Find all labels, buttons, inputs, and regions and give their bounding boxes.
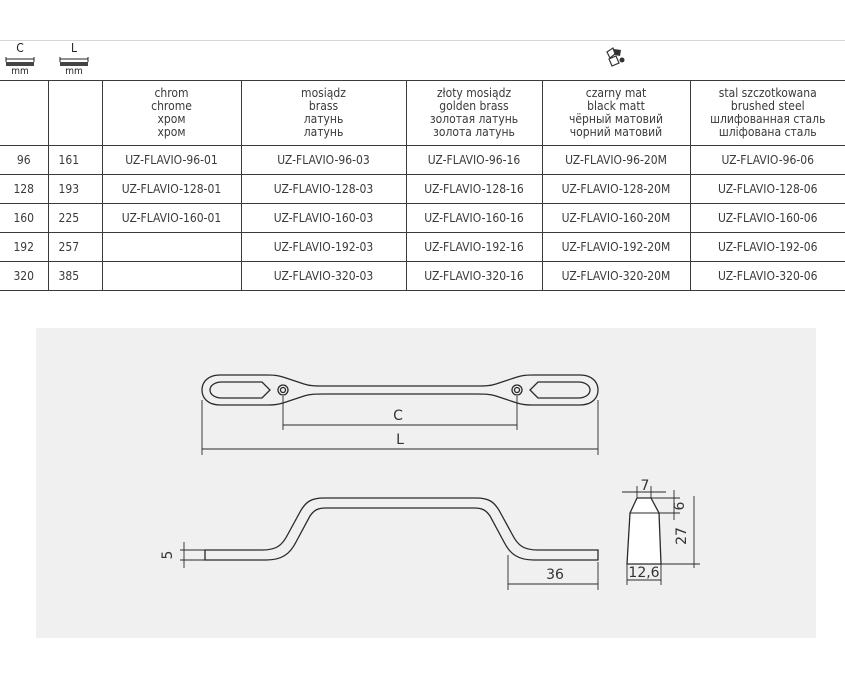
finish-name-line: шліфована сталь xyxy=(718,125,817,139)
l-dimension-label: L xyxy=(396,432,404,448)
depth-36-label: 36 xyxy=(546,567,564,583)
l-value-cell: 385 xyxy=(48,262,102,291)
c-dimension-label: C xyxy=(393,408,403,424)
section-height-27-label: 27 xyxy=(674,527,690,545)
handle-top-view xyxy=(202,375,598,405)
c-value-cell: 96 xyxy=(0,146,48,175)
product-code-cell: UZ-FLAVIO-96-03 xyxy=(241,146,406,175)
product-code-cell: UZ-FLAVIO-160-03 xyxy=(241,204,406,233)
product-code-cell: UZ-FLAVIO-160-20M xyxy=(542,204,690,233)
l-letter: L xyxy=(70,41,77,55)
product-code-cell: UZ-FLAVIO-128-03 xyxy=(241,175,406,204)
product-code-cell: UZ-FLAVIO-128-01 xyxy=(102,175,241,204)
finish-name-line: chrome xyxy=(151,99,192,113)
product-code-cell: UZ-FLAVIO-320-06 xyxy=(690,262,845,291)
product-code-cell: UZ-FLAVIO-128-16 xyxy=(406,175,542,204)
height-5-dimension xyxy=(180,542,205,568)
finish-name-line: латунь xyxy=(303,125,344,139)
height-5-label: 5 xyxy=(160,550,176,560)
product-code-cell: UZ-FLAVIO-192-06 xyxy=(690,233,845,262)
l-value-cell: 193 xyxy=(48,175,102,204)
finish-name-line: brushed steel xyxy=(730,99,805,113)
l-unit: mm xyxy=(65,66,83,77)
c-letter: C xyxy=(16,41,24,55)
section-base-width-label: 12,6 xyxy=(628,565,660,581)
section-width-7-label: 7 xyxy=(640,478,650,494)
product-code-cell: UZ-FLAVIO-192-03 xyxy=(241,233,406,262)
handle-side-view xyxy=(205,498,598,560)
product-code-cell: UZ-FLAVIO-320-03 xyxy=(241,262,406,291)
c-unit: mm xyxy=(11,66,29,77)
finish-name-line: czarny mat xyxy=(585,86,647,100)
product-code-cell: UZ-FLAVIO-128-06 xyxy=(690,175,845,204)
product-code-cell: UZ-FLAVIO-160-01 xyxy=(102,204,241,233)
product-code-cell: UZ-FLAVIO-192-20M xyxy=(542,233,690,262)
finish-name-line: mosiądz xyxy=(301,86,346,100)
finish-name-line: brass xyxy=(308,99,339,113)
finish-name-line: хром xyxy=(157,125,186,139)
finish-name-line: золота латунь xyxy=(433,125,515,139)
finish-name-line: шлифованная сталь xyxy=(710,112,826,126)
c-value-cell: 320 xyxy=(0,262,48,291)
finish-name-line: чорний матовий xyxy=(569,125,663,139)
finish-name-line: латунь xyxy=(303,112,344,126)
handle-section-view xyxy=(627,498,661,564)
c-value-cell: 128 xyxy=(0,175,48,204)
product-code-cell: UZ-FLAVIO-96-01 xyxy=(102,146,241,175)
finish-name-line: złoty mosiądz xyxy=(436,86,512,100)
c-value-cell: 160 xyxy=(0,204,48,233)
finish-name-line: золотая латунь xyxy=(429,112,519,126)
product-code-cell: UZ-FLAVIO-128-20M xyxy=(542,175,690,204)
product-code-cell: UZ-FLAVIO-320-16 xyxy=(406,262,542,291)
finish-name-line: stal szczotkowana xyxy=(718,86,817,100)
product-code-cell: UZ-FLAVIO-96-20M xyxy=(542,146,690,175)
finish-name-line: golden brass xyxy=(439,99,509,113)
product-code-cell: UZ-FLAVIO-320-20M xyxy=(542,262,690,291)
finish-name-line: хром xyxy=(157,112,186,126)
product-code-cell: UZ-FLAVIO-160-06 xyxy=(690,204,845,233)
l-value-cell: 225 xyxy=(48,204,102,233)
finish-name-line: chrom xyxy=(154,86,189,100)
l-value-cell: 257 xyxy=(48,233,102,262)
product-code-cell: UZ-FLAVIO-160-16 xyxy=(406,204,542,233)
finish-name-line: black matt xyxy=(587,99,645,113)
product-code-cell: UZ-FLAVIO-96-06 xyxy=(690,146,845,175)
product-code-cell: UZ-FLAVIO-96-16 xyxy=(406,146,542,175)
c-value-cell: 192 xyxy=(0,233,48,262)
finish-name-line: чёрный матовий xyxy=(569,112,663,126)
l-value-cell: 161 xyxy=(48,146,102,175)
section-height-6-label: 6 xyxy=(672,501,688,511)
product-code-cell: UZ-FLAVIO-192-16 xyxy=(406,233,542,262)
